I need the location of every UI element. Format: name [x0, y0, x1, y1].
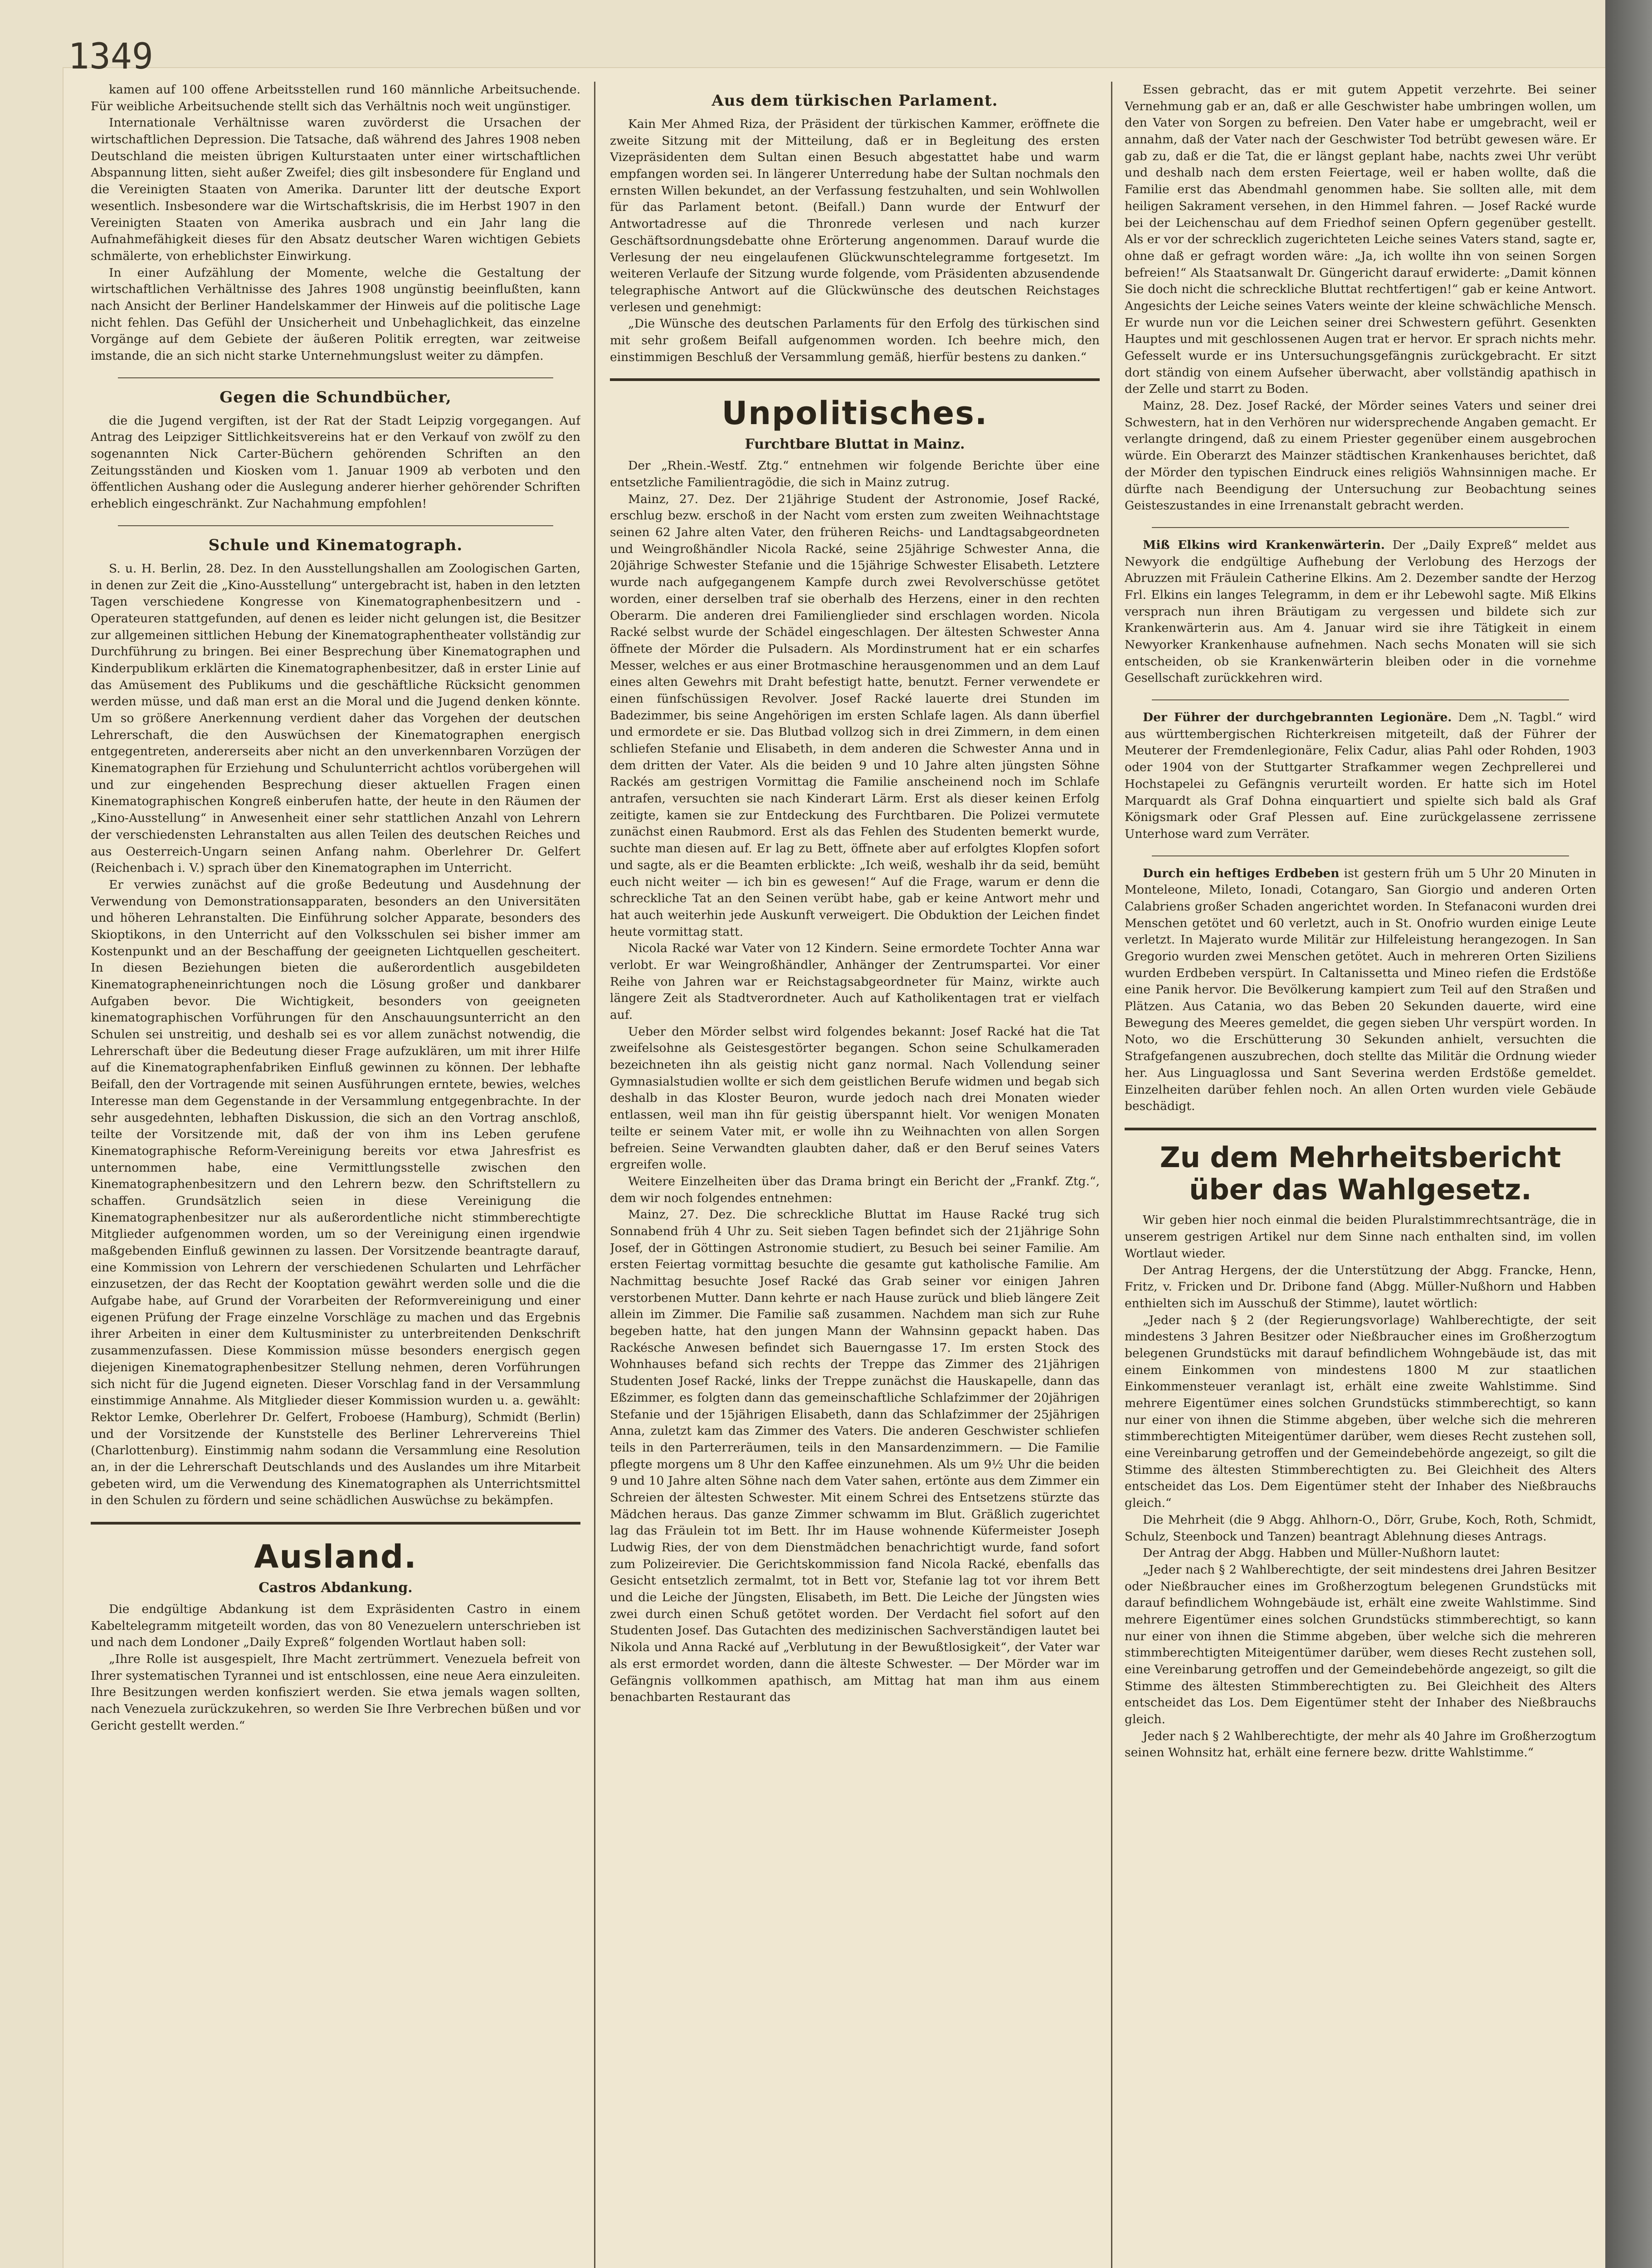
- article-paragraph: Ueber den Mörder selbst wird folgendes bekannt: Josef Racké hat die Tat zweifelsohne als Geistesgestörter begangen. Schon seine Schulkameraden bezeichneten ihn als geistig nicht ganz normal. Nach Vollendung seiner Gymnasialstudien wollte er sich dem geistlichen Berufe widmen und begab sich deshalb in das Kloster Beuron, wurde jedoch nach drei Monaten wieder entlassen, weil man ihn für geistig überspannt hielt. Vor wenigen Monaten teilte er seinem Vater mit, er wolle ihn zu Weihnachten von allen Sorgen befreien. Seine Verwandten glaubten daher, daß er den Beruf seines Vaters ergreifen wolle.: [610, 1024, 1100, 1172]
- column-3: [1125, 82, 1596, 2268]
- article-heading: Miß Elkins wird Krankenwärterin.: [1143, 538, 1385, 552]
- article-ausland: [91, 1538, 580, 1735]
- article-text: Dem „N. Tagbl.“ wird aus württembergischen Richterkreisen mitgeteilt, daß der Führer der Meuterer der Fremdenlegionäre, Felix Cadur, alias Pahl oder Rohden, 1903 oder 1904 von der Stuttgarter Strafkammer wegen Zechprellerei und Hochstapelei zu Gefängnis verurteilt worden. Er hatte sich im Hotel Marquardt als Graf Dohna einquartiert und spielte sich bald als Graf Königsmark oder Graf Plessen auf. Eine zurückgelassene zerrissene Unterhose ward zum Verräter.: [1125, 710, 1596, 841]
- article-heading: Der Führer der durchgebrannten Legionäre.: [1143, 710, 1452, 725]
- article-erdbeben: [1125, 865, 1596, 1115]
- article-kinematograph: [91, 536, 580, 1509]
- article-heading: Schule und Kinematograph.: [208, 536, 463, 554]
- article-paragraph: Mainz, 27. Dez. Der 21jährige Student der Astronomie, Josef Racké, erschlug bezw. erschoß in der Nacht vom ersten zum zweiten Weihnachtstage seinen 62 Jahre alten Vater, den früheren Reichs- und Landtagsabgeordneten und Weingroßhändler Nicola Racké, seine 25jährige Schwester Anna, die 20jährige Schwester Stefanie und die 15jährige Schwester Elisabeth. Letztere wurde nach aufgegangenem Kampfe durch zwei Revolverschüsse getötet worden, einer derselben traf sie oberhalb des Herzens, einer in den rechten Oberarm. Die anderen drei Familienglieder sind erschlagen worden. Nicola Racké selbst wurde der Schädel eingeschlagen. Der ältesten Schwester Anna öffnete der Mörder die Pulsadern. Als Mordinstrument hat er ein scharfes Messer, welches er aus einer Brotmaschine herausgenommen und an dem Lauf eines alten Gewehrs mit Draht befestigt hatte, benutzt. Ferner verwendete er einen fünfschüssigen Revolver. Josef Racké lauerte drei Stunden im Badezimmer, bis seine Angehörigen im ersten Schlafe lagen. Als dann überfiel und ermordete er sie. Das Blutbad vollzog sich in drei Zimmern, in dem einen schliefen Stefanie und Elisabeth, in dem anderen die Schwester Anna und in dem dritten der Vater. Als die beiden 9 und 10 Jahre alten jüngsten Söhne Rackés am gestrigen Vormittag die Familie anscheinend noch im Schlafe antrafen, versuchten sie nach Kinderart Lärm. Erst als dieser keinen Erfolg zeitigte, kamen sie zur Entdeckung des Furchtbaren. Die Polizei vermutete zunächst einen Raubmord. Erst als das Fehlen des Studenten bemerkt wurde, suchte man diesen auf. Er lag zu Bett, öffnete aber auf erfolgtes Klopfen sofort und sagte, als er die Beamten erblickte: „Ich weiß, weshalb ihr da seid, bemüht euch nicht weiter — ich bin es gewesen!“ Auf die Frage, warum er denn die schreckliche Tat an den Seinen verübt habe, gab er keine Antwort mehr und hat auch weiterhin jede Auskunft verweigert. Die Obduktion der Leichen findet heute vormittag statt.: [610, 492, 1100, 939]
- article-paragraph: Wir geben hier noch einmal die beiden Pluralstimmrechtsanträge, die in unserem gestrigen Artikel nur dem Sinne nach enthalten sind, im vollen Wortlaut wieder.: [1125, 1213, 1596, 1261]
- article-paragraph: Die Mehrheit (die 9 Abgg. Ahlhorn-O., Dörr, Grube, Koch, Roth, Schmidt, Schulz, Steenbock und Tanzen) beantragt Ablehnung dieses Antrags.: [1125, 1512, 1596, 1544]
- scan-edge: [1605, 0, 1652, 2268]
- article-paragraph: Der Antrag der Abgg. Habben und Müller-Nußhorn lautet:: [1143, 1546, 1500, 1560]
- newspaper-page: [63, 68, 1605, 2268]
- article-paragraph: Mainz, 27. Dez. Die schreckliche Bluttat im Hause Racké trug sich Sonnabend früh 4 Uhr zu. Seit sieben Tagen befindet sich der 21jährige Sohn Josef, der in Göttingen Astronomie studiert, zu Besuch bei seiner Familie. Am ersten Feiertag vormittag besuchte die gesamte gut katholische Familie. Am Nachmittag besuchte Josef Racké das Grab seiner vor einigen Jahren verstorbenen Mutter. Dann kehrte er nach Hause zurück und blieb längere Zeit allein im Zimmer. Die Familie saß zusammen. Nachdem man sich zur Ruhe begeben hatte, hat den jungen Mann der Wahnsinn gepackt haben. Das Rackésche Anwesen befindet sich Bauerngasse 17. Im ersten Stock des Wohnhauses befand sich rechts der Treppe das Zimmer des 21jährigen Studenten Josef Racké, links der Treppe zunächst die Hauskapelle, dann das Eßzimmer, es folgten dann das gemeinschaftliche Schlafzimmer der 20jährigen Stefanie und der 15jährigen Elisabeth, dann das Schlafzimmer der 25jährigen Anna, zuletzt kam das Zimmer des Vaters. Die anderen Geschwister schliefen teils in den Parterreräumen, teils in den Mansardenzimmern. — Die Familie pflegte morgens um 8 Uhr den Kaffee einzunehmen. Als um 9½ Uhr die beiden 9 und 10 Jahre alten Söhne nach dem Vater sahen, ertönte aus dem Zimmer ein Schreien der ältesten Schwester. Mit einem Schrei des Entsetzens stürzte das Mädchen heraus. Das ganze Zimmer schwamm im Blut. Gräßlich zugerichtet lag das Fräulein tot im Bett. Ihr im Hause wohnende Küfermeister Joseph Ludwig Ries, der von dem Dienstmädchen benachrichtigt wurde, fand sofort zum Polizeirevier. Die Gerichtskommission fand Nicola Racké, ebenfalls das Gesicht entsetzlich zermalmt, tot in Bett vor, Stefanie lag tot vor ihrem Bett und die Leiche der Jüngsten, Elisabeth, im Bett. Die Leiche der Jüngsten wies zwei durch einen Schuß getötet worden. Der Verdacht fiel sofort auf den Studenten Josef. Das Gutachten des medizinischen Sachverständigen lautet bei Nikola und Anna Racké auf „Verblutung in der Bewußtlosigkeit“, der Vater war als erst ermordet worden, dann die älteste Schwester. — Der Mörder war im Gefängnis vollkommen apathisch, am Mittag hat man ihm aus einem benachbarten Restaurant das: [610, 1207, 1100, 1705]
- article-paragraph: „Ihre Rolle ist ausgespielt, Ihre Macht zertrümmert. Venezuela befreit von Ihrer systematischen Tyrannei und ist entschlossen, eine neue Aera einzuleiten. Ihre Besitzungen werden konfisziert werden. Sie etwa jemals wagen sollten, nach Venezuela zurückzukehren, so werden Sie Ihre Verbrechen büßen und vor Gericht gestellt werden.“: [91, 1652, 580, 1733]
- article-paragraph: Internationale Verhältnisse waren zuvörderst die Ursachen der wirtschaftlichen Depression. Die Tatsache, daß während des Jahres 1908 neben Deutschland die meisten übrigen Kulturstaaten unter einer wirtschaftlichen Abspannung litten, sieht außer Zweifel; dies gilt insbesondere für England und die Vereinigten Staaten von Amerika. Darunter litt der deutsche Export wesentlich. Insbesondere war die Wirtschaftskrisis, die im Herbst 1907 in den Vereinigten Staaten von Amerika ausbrach und ein Jahr lang die Aufnahmefähigkeit dieses für den Absatz deutscher Waren wichtigen Gebiets schmälerte, von erheblichster Einwirkung.: [91, 116, 580, 263]
- article-paragraph: [1125, 865, 1596, 1115]
- article-economy: [91, 82, 580, 365]
- article-paragraph: [1125, 537, 1596, 687]
- article-paragraph: kamen auf 100 offene Arbeitsstellen rund 160 männliche Arbeitsuchende. Für weibliche Arbeitsuchende stellt sich das Verhältnis noch weit ungünstiger.: [91, 83, 580, 113]
- divider: [118, 377, 553, 378]
- column-rule: [594, 82, 595, 2268]
- article-paragraph: Die endgültige Abdankung ist dem Expräsidenten Castro in einem Kabeltelegramm mitgeteilt worden, das von 80 Venezuelern unterschrieben ist und nach dem Londoner „Daily Expreß“ folgenden Wortlaut haben soll:: [91, 1602, 580, 1650]
- article-unpolitisches: [610, 395, 1100, 1706]
- article-miss-elkins: [1125, 537, 1596, 687]
- article-paragraph: Er verwies zunächst auf die große Bedeutung und Ausdehnung der Verwendung von Demonstrationsapparaten, besonders an den Universitäten und höheren Lehranstalten. Die Einführung solcher Apparate, besonders des Skioptikons, in den Unterricht auf den Volksschulen sei bisher immer am Kostenpunkt und an der Beschaffung der geeigneten Lichtquellen gescheitert. In diesen Beziehungen bieten die außerordentlich ausgebildeten Kinematographeneinrichtungen noch die Lösung großer und dankbarer Aufgaben bevor. Die Wichtigkeit, besonders von geeigneten kinematographischen Vorführungen für den Anschauungsunterricht an den Schulen sei unstreitig, und deshalb sei es vor allem zunächst notwendig, die Lehrerschaft über die Bedeutung dieser Frage aufzuklären, um mit ihrer Hilfe auf die Kinematographenfabriken Einfluß gewinnen zu können. Der lebhafte Beifall, den der Vortragende mit seinen Ausführungen erntete, bewies, welches Interesse man dem Gegenstande in der Versammlung entgegenbrachte. In der sehr ausgedehnten, lebhaften Diskussion, die sich an den Vortrag anschloß, teilte der Vorsitzende mit, daß der von ihm ins Leben gerufene Kinematographische Reform-Vereinigung bereits vor etwa Jahresfrist es unternommen habe, eine Vermittlungsstelle zwischen den Kinematographenbesitzern und den Lehrern bezw. den Schriftstellern zu schaffen. Grundsätzlich seien in diese Vereinigung die Kinematographenbesitzer nur als außerordentliche nicht stimmberechtigte Mitglieder aufgenommen worden, um so der Vereinigung einen irgendwie maßgebenden Einfluß gewinnen zu lassen. Der Vorsitzende beantragte darauf, eine Kommission von Lehrern der verschiedenen Schularten und Lehrfächer einzusetzen, der das Recht der Kooptation gewährt werden solle und die die Aufgabe habe, auf Grund der Vorarbeiten der Reformvereinigung und einer eigenen Prüfung der Frage einzelne Vorschläge zu machen und das Ergebnis ihrer Arbeiten in einer dem Kultusminister zu unterbreitenden Denkschrift zusammenzufassen. Diese Kommission müsse besonders energisch gegen diejenigen Kinematographenbesitzer Stellung nehmen, deren Vorführungen sich nicht für die Jugend eigneten. Dieser Vorschlag fand in der Versammlung einstimmige Annahme. Als Mitglieder dieser Kommission wurden u. a. gewählt: Rektor Lemke, Oberlehrer Dr. Gelfert, Froboese (Hamburg), Schmidt (Berlin) und der Vorsitzende der Kunststelle des Berliner Lehrervereins Thiel (Charlottenburg). Einstimmig nahm sodann die Versammlung eine Resolution an, in der die Lehrerschaft Deutschlands und des Auslandes um ihre Mitarbeit gebeten wird, um die Verwendung des Kinematographen als Unterrichtsmittel in den Schulen zu fördern und seine schädlichen Auswüchse zu bekämpfen.: [91, 877, 580, 1508]
- article-heading: Gegen die Schundbücher,: [219, 388, 452, 406]
- article-paragraph: S. u. H. Berlin, 28. Dez. In den Ausstellungshallen am Zoologischen Garten, in denen zur Zeit die „Kino-Ausstellung“ untergebracht ist, haben in den letzten Tagen verschiedene Kongresse von Kinematographenbesitzern und -Operateuren stattgefunden, auf denen es leider nicht gelungen ist, die Besitzer zur allgemeinen sittlichen Hebung der Kinematographentheater vollständig zur Durchführung zu bringen. Bei einer Besprechung über Kinematographen und Kinderpublikum erklärten die Kinematographenbesitzer, daß in erster Linie auf das Amüsement des Publikums und die geschäftliche Rücksicht genommen werden müsse, und daß man erst an die Moral und die Jugend denken könnte. Um so größere Anerkennung verdient daher das Vorgehen der deutschen Lehrerschaft, die den Auswüchsen der Kinematographen energisch entgegentreten, andererseits aber nicht an den unverkennbaren Vorzügen der Kinematographen für Erziehung und Schulunterricht achtlos vorübergehen will und zur eingehenden Besprechung dieser aktuellen Fragen einen Kinematographischen Kongreß einberufen hatte, der heute in den Räumen der „Kino-Ausstellung“ in Anwesenheit einer sehr stattlichen Anzahl von Lehrern der verschiedensten Lehranstalten aus allen Teilen des deutschen Reiches und aus Oesterreich-Ungarn seinen Anfang nahm. Oberlehrer Dr. Gelfert (Reichenbach i. V.) sprach über den Kinematographen im Unterricht.: [91, 561, 580, 875]
- divider: [1152, 527, 1569, 528]
- article-wahlgesetz: [1125, 1141, 1596, 1761]
- divider: [1152, 699, 1569, 700]
- page-number: 1349: [68, 36, 153, 77]
- article-text: ist gestern früh um 5 Uhr 20 Minuten in Monteleone, Mileto, Ionadi, Cotangaro, San Giorgio und anderen Orten Calabriens großer Schaden angerichtet worden. In Stefanaconi wurden drei Menschen getötet und 60 verletzt, auch in St. Onofrio wurden einige Leute verletzt. In Majerato wurde Militär zur Hilfeleistung herangezogen. In San Gregorio wurden zwei Menschen getötet. Auch in mehreren Orten Siziliens wurden Erdbeben verspürt. In Caltanissetta und Mineo riefen die Erdstöße eine Panik hervor. Die Bevölkerung kampiert zum Teil auf den Straßen und Plätzen. Aus Catania, wo das Beben 20 Sekunden dauerte, wird eine Bewegung des Meeres gemeldet, die gegen sieben Uhr verspürt worden. In Noto, wo die Erschütterung 30 Sekunden anhielt, versuchten die Strafgefangenen auszubrechen, doch stellte das Militär die Ordnung wieder her. Aus Linguaglossa und Sant Severina werden Erdstöße gemeldet. Einzelheiten darüber fehlen noch. An allen Orten wurden viele Gebäude beschädigt.: [1125, 866, 1596, 1114]
- section-divider: [1125, 1128, 1596, 1130]
- article-paragraph: Jeder nach § 2 Wahlberechtigte, der mehr als 40 Jahre im Großherzogtum seinen Wohnsitz hat, erhält eine fernere bezw. dritte Wahlstimme.“: [1125, 1729, 1596, 1760]
- article-text: Der „Daily Expreß“ meldet aus Newyork die endgültige Aufhebung der Verlobung des Herzogs der Abruzzen mit Fräulein Catherine Elkins. Am 2. Dezember sandte der Herzog Frl. Elkins ein langes Telegramm, in dem er ihr Lebewohl sagte. Miß Elkins versprach nun ihren Bräutigam zu vergessen und bildete sich zur Krankenwärterin aus. Am 4. Januar wird sie ihre Tätigkeit in einem Newyorker Krankenhause aufnehmen. Nach sechs Monaten will sie sich entscheiden, ob sie Krankenwärterin bleiben oder in die vornehme Gesellschaft zurückkehren wird.: [1125, 538, 1596, 685]
- article-heading: Aus dem türkischen Parlament.: [711, 92, 998, 110]
- article-legionaere: [1125, 709, 1596, 843]
- article-paragraph: Kain Mer Ahmed Riza, der Präsident der türkischen Kammer, eröffnete die zweite Sitzung mit der Mitteilung, daß er in Begleitung des ersten Vizepräsidenten dem Sultan einen Besuch abgestattet habe und warm empfangen worden sei. In längerer Unterredung habe der Sultan nochmals den ernsten Willen bekundet, an der Verfassung festzuhalten, und sein Wohlwollen für das Parlament betont. (Beifall.) Dann wurde der Entwurf der Antwortadresse auf die Thronrede verlesen und nach kurzer Geschäftsordnungsdebatte ohne Erörterung angenommen. Darauf wurde die Verlesung der neu eingelaufenen Glückwunschtelegramme fortgesetzt. Im weiteren Verlaufe der Sitzung wurde folgende, vom Präsidenten abzusendende telegraphische Antwort auf die Glückwünsche des deutschen Reichstages verlesen und genehmigt:: [610, 117, 1100, 314]
- article-heading: Ausland.: [254, 1538, 417, 1575]
- article-paragraph: [1125, 709, 1596, 843]
- article-paragraph: Essen gebracht, das er mit gutem Appetit verzehrte. Bei seiner Vernehmung gab er an, daß er alle Geschwister habe umbringen wollen, um den Vater von Sorgen zu befreien. Den Vater habe er umgebracht, weil er annahm, daß der Vater nach der Geschwister Tod betrübt gewesen wäre. Er gab zu, daß er die Tat, die er längst geplant habe, nachts zwei Uhr verübt und deshalb nach dem ersten Feiertage, weil er haben wollte, daß die Familie erst das Abendmahl genommen habe. Sie sollten alle, mit dem heiligen Sakrament versehen, in den Himmel fahren. — Josef Racké wurde bei der Leichenschau auf dem Friedhof seinen Opfern gegenüber gestellt. Als er vor der schrecklich zugerichteten Leiche seines Vaters stand, sagte er, ohne daß er gefragt worden wäre: „Ja, ich wollte ihn von seinen Sorgen befreien!“ Als Staatsanwalt Dr. Güngericht darauf erwiderte: „Damit können Sie doch nicht die schreckliche Bluttat rechtfertigen!“ gab er keine Antwort. Angesichts der Leiche seines Vaters weinte der kleine schwächliche Mensch. Er wurde nun vor die Leichen seiner drei Schwestern geführt. Gesenkten Hauptes und mit geschlossenen Augen trat er hervor. Er sprach nichts mehr. Gefesselt wurde er ins Untersuchungsgefängnis zurückgebracht. Er sitzt dort ständig von einem Aufseher überwacht, aber vollständig apathisch in der Zelle und starrt zu Boden.: [1125, 83, 1596, 396]
- column-1: [91, 82, 580, 2268]
- article-heading: Unpolitisches.: [721, 395, 988, 432]
- article-paragraph: Der Antrag Hergens, der die Unterstützung der Abgg. Francke, Henn, Fritz, v. Fricken und Dr. Dribone fand (Abgg. Müller-Nußhorn und Habben enthielten sich im Ausschuß der Stimme), lautet wörtlich:: [1125, 1263, 1596, 1310]
- article-heading: Durch ein heftiges Erdbeben: [1143, 866, 1340, 880]
- divider: [1152, 855, 1569, 856]
- article-paragraph: „Die Wünsche des deutschen Parlaments für den Erfolg des türkischen sind mit sehr großem Beifall aufgenommen worden. Ich beehre mich, den einstimmigen Beschluß der Versammlung gemäß, hierfür bestens zu danken.“: [610, 317, 1100, 364]
- article-paragraph: Der „Rhein.-Westf. Ztg.“ entnehmen wir folgende Berichte über eine entsetzliche Familientragödie, die sich in Mainz zutrug.: [610, 459, 1100, 489]
- article-paragraph: Weitere Einzelheiten über das Drama bringt ein Bericht der „Frankf. Ztg.“, dem wir noch folgendes entnehmen:: [610, 1174, 1100, 1205]
- column-rule: [1111, 82, 1112, 2268]
- article-paragraph: „Jeder nach § 2 (der Regierungsvorlage) Wahlberechtigte, der seit mindestens 3 Jahren Besitzer oder Nießbraucher eines im Großherzogtum belegenen Grundstücks mit darauf befindlichem Wohngebäude ist, das mit einem Einkommen von mindestens 1800 M zur staatlichen Einkommensteuer veranlagt ist, erhält eine zweite Wahlstimme. Sind mehrere Eigentümer eines solchen Grundstücks stimmberechtigt, so kann nur einer von ihnen die Stimme abgeben, über welche sich die mehreren stimmberechtigten Miteigentümer darüber, wem dieses Recht zustehen soll, eine Vereinbarung getroffen und der Gemeindebehörde angezeigt, so gilt die Stimme des ältesten Stimmberechtigten zu. Bei Gleichheit des Alters entscheidet das Los. Dem Eigentümer steht der Inhaber des Nießbrauchs gleich.“: [1125, 1313, 1596, 1510]
- article-paragraph: In einer Aufzählung der Momente, welche die Gestaltung der wirtschaftlichen Verhältnisse des Jahres 1908 ungünstig beeinflußten, kann nach Ansicht der Berliner Handelskammer der Hinweis auf die politische Lage nicht fehlen. Das Gefühl der Unsicherheit und Unbehaglichkeit, das einzelne Vorgänge auf dem Gebiete der äußeren Politik erregten, war zeitweise imstande, die an sich nicht starke Unternehmungslust weiter zu dämpfen.: [91, 265, 580, 363]
- article-mainz-continued: [1125, 82, 1596, 514]
- article-subheading: Castros Abdankung.: [258, 1580, 413, 1596]
- article-paragraph: „Jeder nach § 2 Wahlberechtigte, der seit mindestens drei Jahren Besitzer oder Nießbraucher eines im Großherzogtum belegenen Grundstücks mit darauf befindlichem Wohngebäude ist, erhält eine zweite Wahlstimme. Sind mehrere Eigentümer eines solchen Grundstücks stimmberechtigt, so kann nur einer von ihnen die Stimme abgeben, über welche sich die mehreren stimmberechtigten Miteigentümer darüber, wem dieses Recht zustehen soll, eine Vereinbarung getroffen und der Gemeindebehörde angezeigt, so gilt die Stimme des ältesten Stimmberechtigten zu. Bei Gleichheit des Alters entscheidet das Los. Dem Eigentümer steht der Inhaber des Nießbrauchs gleich.: [1125, 1562, 1596, 1727]
- article-subheading: Furchtbare Bluttat in Mainz.: [745, 436, 965, 453]
- section-divider: [91, 1522, 580, 1525]
- article-heading: Zu dem Mehrheitsbericht über das Wahlgesetz.: [1160, 1140, 1561, 1207]
- article-paragraph: Nicola Racké war Vater von 12 Kindern. Seine ermordete Tochter Anna war verlobt. Er war Weingroßhändler, Anhänger der Zentrumspartei. Vor einer Reihe von Jahren war er Reichstagsabgeordneter für Mainz, wirkte auch längere Zeit als Stadtverordneter. Auch auf Katholikentagen trat er vielfach auf.: [610, 941, 1100, 1022]
- article-tuerkisches-parlament: [610, 92, 1100, 366]
- article-paragraph: die die Jugend vergiften, ist der Rat der Stadt Leipzig vorgegangen. Auf Antrag des Leipziger Sittlichkeitsvereins hat er den Verkauf von zwölf zu den sogenannten Nick Carter-Büchern gehörenden Schriften an den Zeitungsständen und Kiosken vom 1. Januar 1909 ab verboten und den öffentlichen Aushang oder die Auslegung anderer hierher gehörender Schriften erheblich eingeschränkt. Zur Nachahmung empfohlen!: [91, 413, 580, 511]
- article-paragraph: Mainz, 28. Dez. Josef Racké, der Mörder seines Vaters und seiner drei Schwestern, hat in den Verhören nur widersprechende Angaben gemacht. Er verlangte dringend, daß zu einem Priester gegenüber einem ausgebrochen würde. Ein Oberarzt des Mainzer städtischen Krankenhauses berichtet, daß der Mörder den typischen Eindruck eines religiös Wahnsinnigen mache. Er dürfte nach Beendigung der Untersuchung zur Beobachtung seines Geisteszustandes in eine Irrenanstalt gebracht werden.: [1125, 399, 1596, 513]
- column-2: [610, 82, 1100, 2268]
- divider: [118, 525, 553, 526]
- article-schundbuecher: [91, 388, 580, 513]
- section-divider: [610, 378, 1100, 381]
